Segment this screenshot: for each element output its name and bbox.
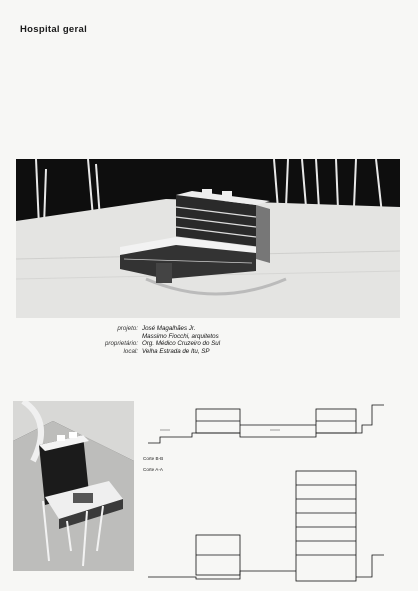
section-drawings [140,395,410,585]
credit-value: Org. Médico Cruzeiro do Sul [142,340,221,348]
credit-row [60,348,220,356]
project-credits [60,325,220,355]
page-title: Hospital geral [20,24,88,35]
credit-row [60,340,220,348]
credit-value: José Magalhães Jr. [142,325,196,332]
model-photo-aerial [13,401,134,571]
credit-label: local: [123,347,138,355]
model-photo-top [16,159,400,318]
credit-value: Massimo Fiocchi, arquitetos [142,332,219,340]
credit-row [60,325,220,333]
section-label-b: Corte B-B [143,456,164,461]
credit-label: proprietário: [104,340,138,348]
credit-row [60,333,220,341]
credit-label [60,333,142,341]
credit-value: Velha Estrada de Itu, SP [142,347,210,355]
section-label-a: Corte A-A [143,467,163,472]
credit-label: projeto: [117,325,138,332]
